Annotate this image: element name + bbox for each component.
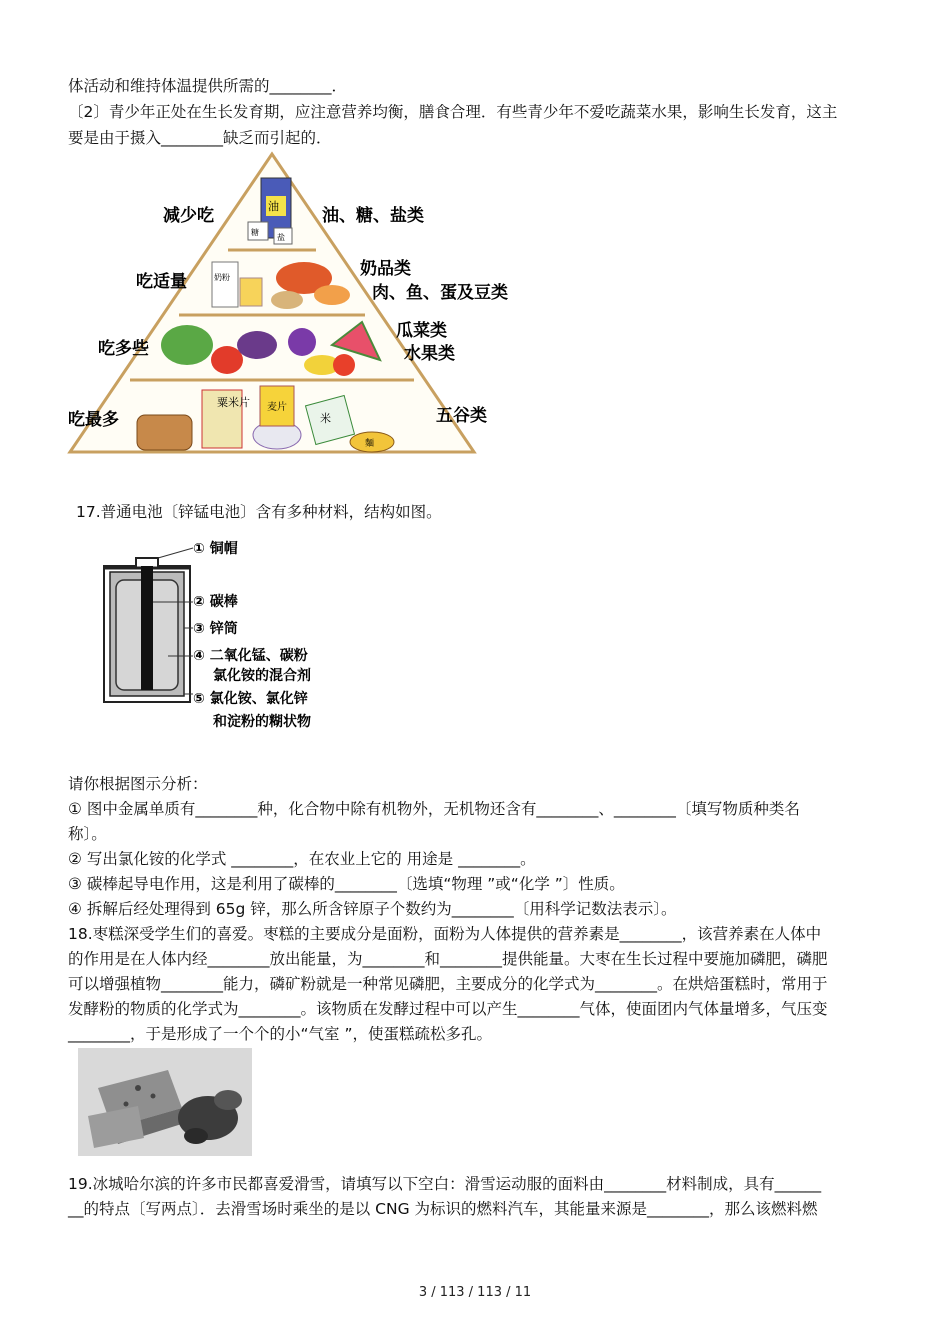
oil-label: 油 bbox=[268, 200, 279, 213]
noodle-label: 麵 bbox=[365, 439, 375, 449]
label-mno2-mix-2: 氯化铵的混合剂 bbox=[213, 668, 311, 684]
food-pyramid-figure bbox=[62, 150, 532, 480]
label-copper-cap: ① 铜帽 bbox=[193, 541, 238, 557]
q17-intro: 17.普通电池〔锌锰电池〕含有多种材料，结构如图。 bbox=[76, 503, 442, 521]
tier1-right-label: 油、糖、盐类 bbox=[322, 206, 424, 226]
date-cake-photo bbox=[78, 1048, 252, 1156]
tier4-right-label: 五谷类 bbox=[436, 406, 487, 426]
q18-line-3: 可以增强植物________能力，磷矿粉就是一种常见磷肥，主要成分的化学式为________。在烘焙蛋糕时，常用于 bbox=[68, 975, 828, 993]
label-mno2-mix-1: ④ 二氧化锰、碳粉 bbox=[193, 648, 308, 664]
tier3-right-label-2: 水果类 bbox=[404, 344, 455, 364]
q17-item-2: ② 写出氯化铵的化学式 ________，在农业上它的 用途是 ________。 bbox=[68, 850, 536, 868]
text-line-1: 体活动和维持体温提供所需的________． bbox=[68, 77, 348, 95]
q19-line-1: 19.冰城哈尔滨的许多市民都喜爱滑雪，请填写以下空白：滑雪运动服的面料由________材料制成，具有______ bbox=[68, 1175, 822, 1193]
page-number: 3 / 113 / 113 / 11 bbox=[418, 1285, 532, 1300]
q17-item-3: ③ 碳棒起导电作用，这是利用了碳棒的________〔选填“物理 ”或“化学 ”〕性质。 bbox=[68, 875, 625, 893]
rice-label: 米 bbox=[320, 412, 331, 425]
q18-line-5: ________，于是形成了一个个的小“气室 ”，使蛋糕疏松多孔。 bbox=[68, 1025, 492, 1043]
label-paste-2: 和淀粉的糊状物 bbox=[213, 714, 311, 730]
corn-flake-label: 粟米片 bbox=[217, 396, 250, 409]
q17-item-1: ① 图中金属单质有________种，化合物中除有机物外，无机物还含有________、________〔填写物质种类名 bbox=[68, 800, 800, 818]
battery-diagram bbox=[98, 532, 338, 742]
text-line-2: 〔2〕青少年正处在生长发育期，应注意营养均衡，膳食合理．有些青少年不爱吃蔬菜水果，影响生长发育，这主 bbox=[68, 103, 838, 121]
q19-line-2: __的特点〔写两点〕．去滑雪场时乘坐的是以 CNG 为标识的燃料汽车，其能量来源是________，那么该燃料燃 bbox=[68, 1200, 818, 1218]
q18-line-2: 的作用是在人体内经________放出能量，为________和________提供能量。大枣在生长过程中要施加磷肥，磷肥 bbox=[68, 950, 828, 968]
oatmeal-label: 麦片 bbox=[267, 402, 287, 413]
q17-prompt: 请你根据图示分析： bbox=[68, 775, 208, 793]
text-line-3: 要是由于摄入________缺乏而引起的． bbox=[68, 129, 332, 147]
label-paste-1: ⑤ 氯化铵、氯化锌 bbox=[193, 691, 308, 707]
salt-label: 盐 bbox=[277, 233, 285, 242]
q18-line-4: 发酵粉的物质的化学式为________。该物质在发酵过程中可以产生________气体，使面团内气体量增多，气压变 bbox=[68, 1000, 828, 1018]
tier3-right-label-1: 瓜菜类 bbox=[396, 321, 447, 341]
sugar-label: 糖 bbox=[251, 228, 259, 237]
label-zinc-can: ③ 锌筒 bbox=[193, 621, 238, 637]
milk-label: 奶粉 bbox=[214, 273, 230, 282]
q18-line-1: 18.枣糕深受学生们的喜爱。枣糕的主要成分是面粉，面粉为人体提供的营养素是________，该营养素在人体中 bbox=[68, 925, 822, 943]
tier4-left-label: 吃最多 bbox=[68, 410, 119, 430]
q17-item-4: ④ 拆解后经处理得到 65g 锌，那么所含锌原子个数约为________〔用科学记数法表示〕。 bbox=[68, 900, 677, 918]
tier3-left-label: 吃多些 bbox=[98, 339, 149, 359]
tier2-right-label-2: 肉、鱼、蛋及豆类 bbox=[372, 283, 508, 303]
tier1-left-label: 减少吃 bbox=[163, 206, 214, 226]
tier2-left-label: 吃适量 bbox=[136, 272, 187, 292]
q17-item-1-cont: 称〕。 bbox=[68, 825, 107, 843]
tier2-right-label-1: 奶品类 bbox=[360, 259, 411, 279]
label-carbon-rod: ② 碳棒 bbox=[193, 594, 238, 610]
